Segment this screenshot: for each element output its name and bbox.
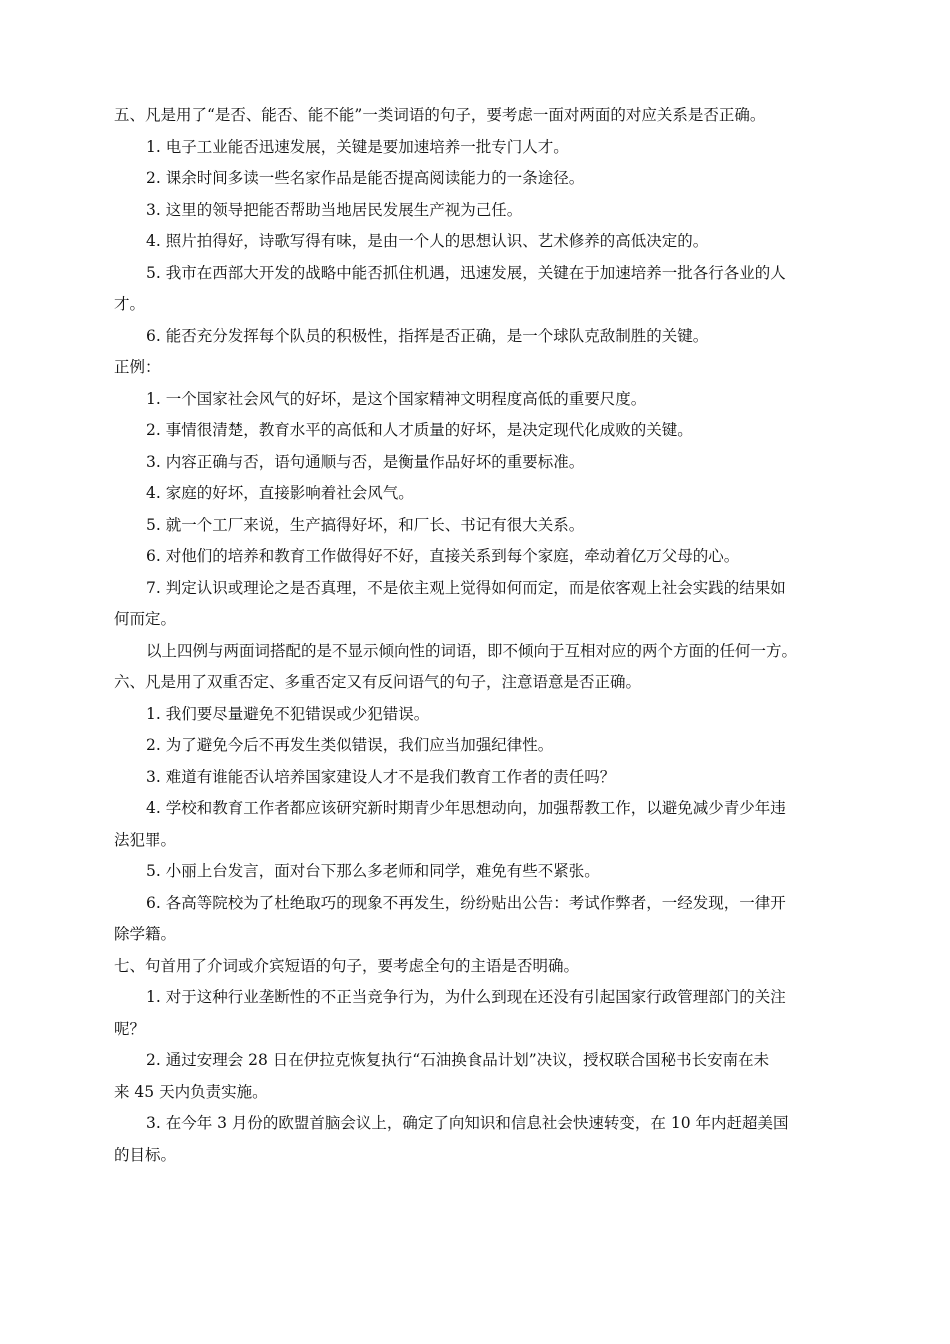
section-6-item-4-continuation: 法犯罪。 <box>114 830 177 849</box>
section-6-item-3: 3. 难道有谁能否认培养国家建设人才不是我们教育工作者的责任吗？ <box>146 767 616 786</box>
example-item-6: 6. 对他们的培养和教育工作做得好不好，直接关系到每个家庭，牵动着亿万父母的心。 <box>146 547 740 565</box>
example-item-2: 2. 事情很清楚，教育水平的高低和人才质量的好坏，是决定现代化成败的关键。 <box>146 421 693 439</box>
section-7-item-2: 2. 通过安理会 28 日在伊拉克恢复执行“石油换食品计划”决议，授权联合国秘书长安南在未 <box>146 1051 770 1069</box>
section-5-item-1: 1. 电子工业能否迅速发展，关键是要加速培养一批专门人才。 <box>146 137 569 156</box>
section-5-item-6: 6. 能否充分发挥每个队员的积极性，指挥是否正确，是一个球队克敌制胜的关键。 <box>146 326 709 345</box>
section-6-item-2: 2. 为了避免今后不再发生类似错误，我们应当加强纪律性。 <box>146 736 554 754</box>
section-5-item-2: 2. 课余时间多读一些名家作品是能否提高阅读能力的一条途径。 <box>146 169 585 187</box>
example-item-7-continuation: 何而定。 <box>114 610 177 628</box>
section-7-item-3-continuation: 的目标。 <box>114 1145 177 1164</box>
section-6-item-5: 5. 小丽上台发言，面对台下那么多老师和同学，难免有些不紧张。 <box>146 862 600 880</box>
example-item-3: 3. 内容正确与否，语句通顺与否，是衡量作品好坏的重要标准。 <box>146 452 585 471</box>
examples-label: 正例： <box>114 358 161 376</box>
section-5-item-5-continuation: 才。 <box>114 295 146 313</box>
section-6-item-6-continuation: 除学籍。 <box>114 925 177 943</box>
section-6-item-6: 6. 各高等院校为了杜绝取巧的现象不再发生，纷纷贴出公告：考试作弊者，一经发现，一律开 <box>146 893 786 912</box>
example-item-5: 5. 就一个工厂来说，生产搞得好坏，和厂长、书记有很大关系。 <box>146 515 585 534</box>
section-5-item-4: 4. 照片拍得好，诗歌写得有味，是由一个人的思想认识、艺术修养的高低决定的。 <box>146 232 709 250</box>
section-7-item-1-continuation: 呢？ <box>114 1019 146 1038</box>
section-7-heading: 七、句首用了介词或介宾短语的句子，要考虑全句的主语是否明确。 <box>114 956 580 975</box>
examples-summary: 以上四例与两面词搭配的是不显示倾向性的词语，即不倾向于互相对应的两个方面的任何一方。 <box>146 641 798 660</box>
example-item-7: 7. 判定认识或理论之是否真理，不是依主观上觉得如何而定，而是依客观上社会实践的结果如 <box>146 578 786 597</box>
section-6-heading: 六、凡是用了双重否定、多重否定又有反问语气的句子，注意语意是否正确。 <box>114 673 642 691</box>
example-item-1: 1. 一个国家社会风气的好坏，是这个国家精神文明程度高低的重要尺度。 <box>146 389 647 408</box>
example-item-4: 4. 家庭的好坏，直接影响着社会风气。 <box>146 484 414 502</box>
section-7-item-3: 3. 在今年 3 月份的欧盟首脑会议上，确定了向知识和信息社会快速转变，在 10 年内赶超美国 <box>146 1114 789 1132</box>
section-5-heading: 五、凡是用了“是否、能否、能不能”一类词语的句子，要考虑一面对两面的对应关系是否正确。 <box>114 106 766 124</box>
section-7-item-1: 1. 对于这种行业垄断性的不正当竞争行为，为什么到现在还没有引起国家行政管理部门的关注 <box>146 988 786 1006</box>
section-5-item-3: 3. 这里的领导把能否帮助当地居民发展生产视为己任。 <box>146 200 523 219</box>
section-5-item-5: 5. 我市在西部大开发的战略中能否抓住机遇，迅速发展，关键在于加速培养一批各行各业的人 <box>146 263 786 282</box>
document-body <box>114 100 854 1171</box>
section-6-item-1: 1. 我们要尽量避免不犯错误或少犯错误。 <box>146 704 430 723</box>
section-6-item-4: 4. 学校和教育工作者都应该研究新时期青少年思想动向，加强帮教工作，以避免减少青少年违 <box>146 799 786 817</box>
section-7-item-2-continuation: 来 45 天内负责实施。 <box>114 1082 268 1101</box>
